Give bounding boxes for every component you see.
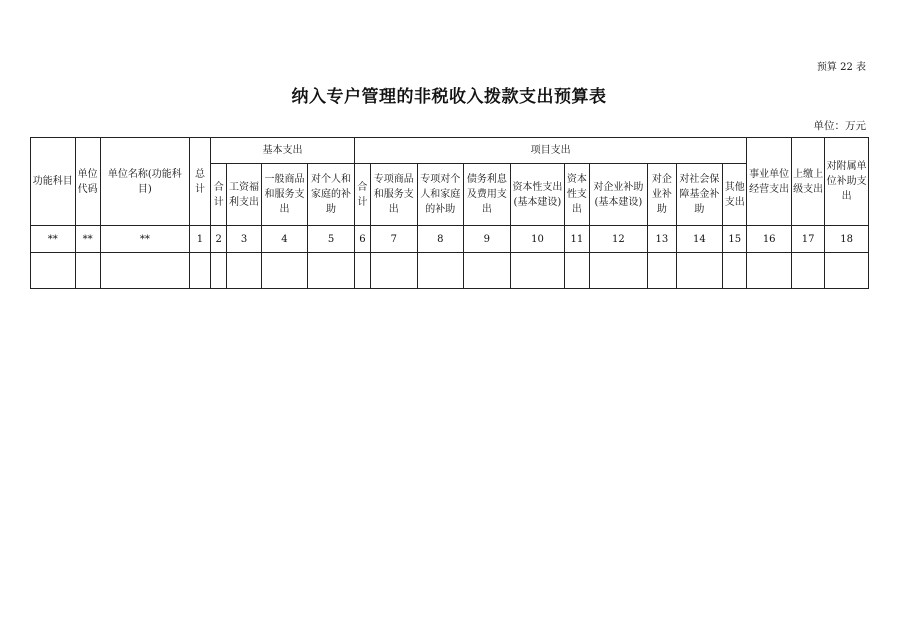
header-special-goods: 专项商品和服务支出	[370, 164, 417, 226]
header-capital-infra: 资本性支出(基本建设)	[510, 164, 565, 226]
data-cell	[723, 253, 747, 289]
header-business-operation: 事业单位经营支出	[747, 138, 792, 226]
index-cell: 11	[565, 226, 589, 253]
table-row	[31, 253, 869, 289]
index-cell: 10	[510, 226, 565, 253]
header-unit-name: 单位名称(功能科目)	[100, 138, 189, 226]
data-cell	[791, 253, 824, 289]
data-cell	[676, 253, 723, 289]
data-cell	[31, 253, 76, 289]
index-cell: 17	[791, 226, 824, 253]
index-cell: 1	[189, 226, 210, 253]
index-cell: **	[31, 226, 76, 253]
data-cell	[100, 253, 189, 289]
index-row	[31, 226, 869, 253]
index-cell: **	[75, 226, 100, 253]
header-project-group: 项目支出	[354, 138, 747, 164]
index-cell: 4	[261, 226, 308, 253]
header-total: 总计	[189, 138, 210, 226]
table-number: 预算 22 表	[816, 62, 866, 73]
header-affiliated-subsidy: 对附属单位补助支出	[825, 138, 869, 226]
header-unit-code: 单位代码	[75, 138, 100, 226]
budget-table	[30, 137, 869, 289]
header-special-individual: 专项对个人和家庭的补助	[417, 164, 464, 226]
header-wages: 工资福利支出	[227, 164, 261, 226]
data-cell	[417, 253, 464, 289]
data-cell	[589, 253, 648, 289]
header-upper-level: 上缴上级支出	[791, 138, 824, 226]
index-cell: 5	[308, 226, 355, 253]
header-capital: 资本性支出	[565, 164, 589, 226]
data-cell	[370, 253, 417, 289]
index-cell: 18	[825, 226, 869, 253]
data-cell	[261, 253, 308, 289]
header-social-security: 对社会保障基金补助	[676, 164, 723, 226]
header-debt-interest: 债务利息及费用支出	[464, 164, 511, 226]
data-cell	[648, 253, 676, 289]
data-cell	[825, 253, 869, 289]
index-cell: **	[100, 226, 189, 253]
header-enterprise: 对企业补助	[648, 164, 676, 226]
index-cell: 7	[370, 226, 417, 253]
data-cell	[565, 253, 589, 289]
header-other: 其他支出	[723, 164, 747, 226]
data-cell	[354, 253, 370, 289]
index-cell: 13	[648, 226, 676, 253]
header-goods-services: 一般商品和服务支出	[261, 164, 308, 226]
index-cell: 12	[589, 226, 648, 253]
header-project-sum: 合计	[354, 164, 370, 226]
index-cell: 8	[417, 226, 464, 253]
index-cell: 2	[211, 226, 227, 253]
data-cell	[510, 253, 565, 289]
index-cell: 16	[747, 226, 792, 253]
data-cell	[227, 253, 261, 289]
header-enterprise-infra: 对企业补助(基本建设)	[589, 164, 648, 226]
header-func-subject: 功能科目	[31, 138, 76, 226]
data-cell	[747, 253, 792, 289]
header-basic-sum: 合计	[211, 164, 227, 226]
data-cell	[189, 253, 210, 289]
data-cell	[308, 253, 355, 289]
data-cell	[75, 253, 100, 289]
unit-label: 单位：万元	[813, 120, 866, 132]
index-cell: 3	[227, 226, 261, 253]
data-cell	[211, 253, 227, 289]
header-basic-group: 基本支出	[211, 138, 355, 164]
data-cell	[464, 253, 511, 289]
index-cell: 15	[723, 226, 747, 253]
index-cell: 6	[354, 226, 370, 253]
index-cell: 9	[464, 226, 511, 253]
index-cell: 14	[676, 226, 723, 253]
header-individual-subsidy: 对个人和家庭的补助	[308, 164, 355, 226]
page-title: 纳入专户管理的非税收入拨款支出预算表	[291, 87, 607, 107]
